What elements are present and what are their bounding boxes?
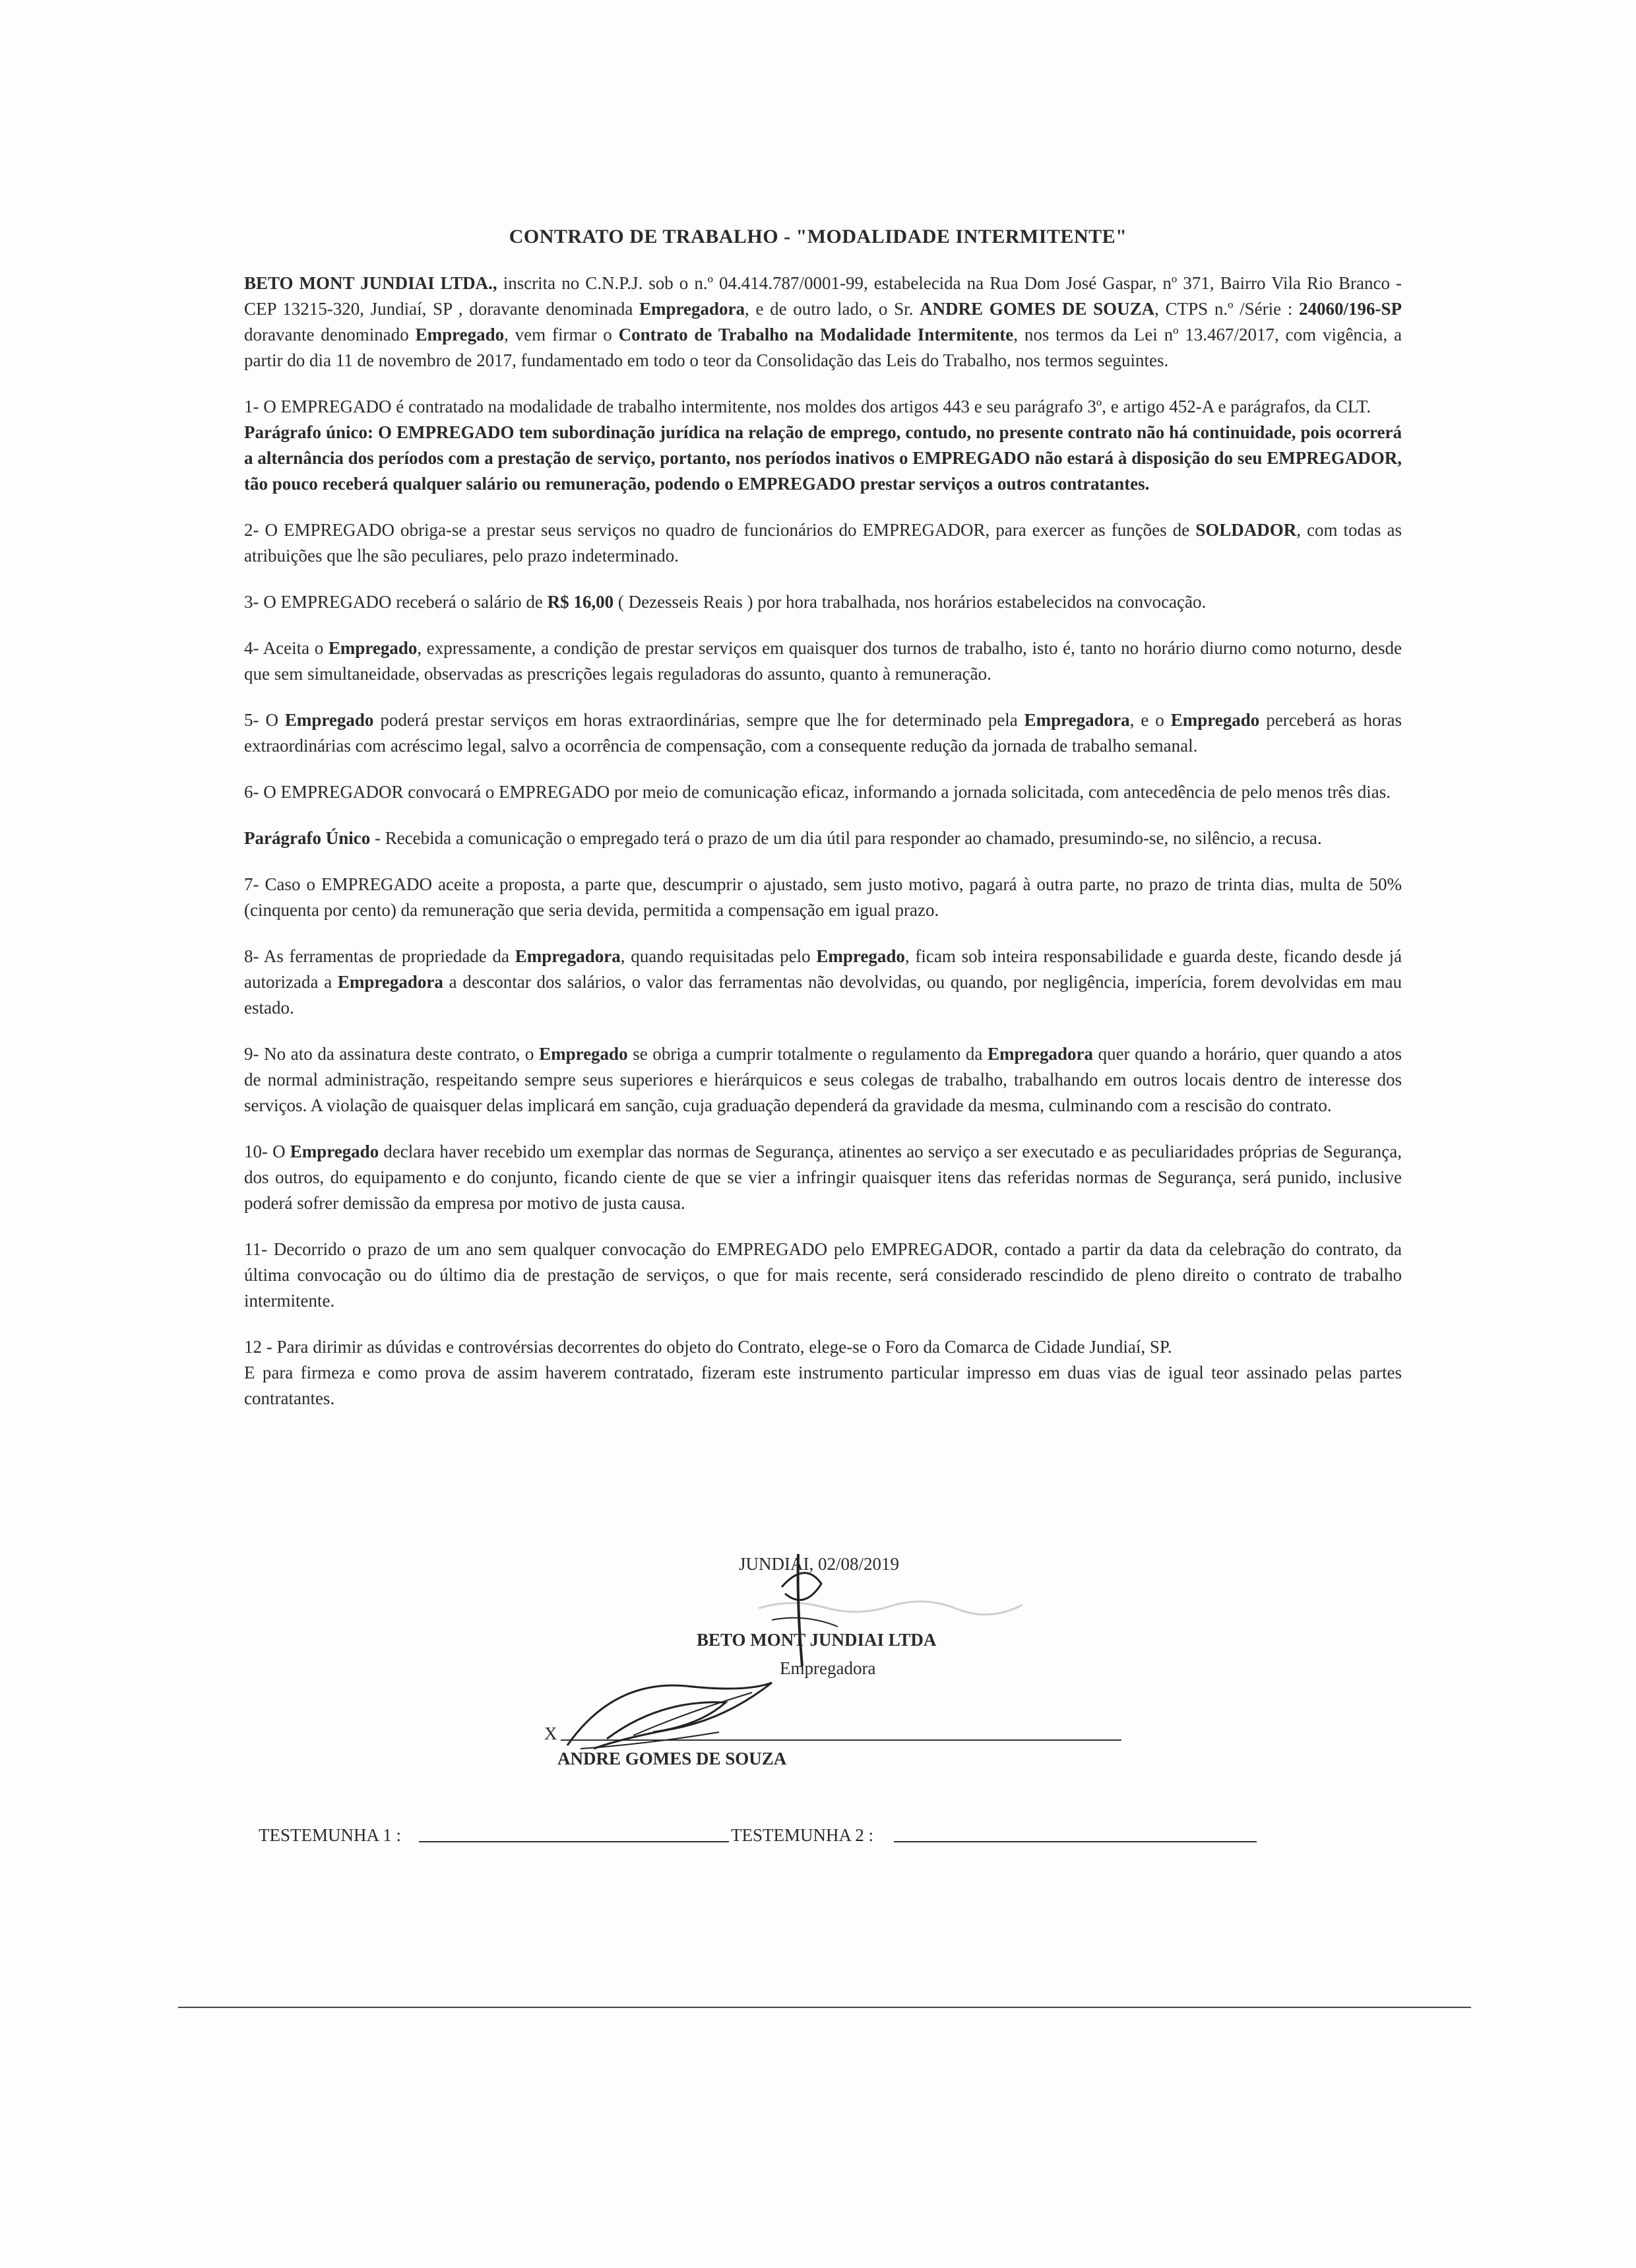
clause-8: 8- As ferramentas de propriedade da Empregadora, quando requisitadas pelo Empregado, ficam sob inteira responsabilidade e guarda deste, ficando desde já autorizada a Empregadora a descontar dos salários, o valor das ferramentas não devolvidas, ou quando, por negligência, imperícia, forem devolvidas em mau estado. — [244, 946, 1402, 1018]
employee-name: ANDRE GOMES DE SOUZA — [920, 299, 1155, 319]
place-date: JUNDIAI, 02/08/2019 — [739, 1554, 899, 1574]
clause-5: 5- O Empregado poderá prestar serviços em horas extraordinárias, sempre que lhe for determinado pela Empregadora, e o Empregado perceberá as horas extraordinárias com acréscimo legal, salvo a ocorrência de compensação, com a consequente redução da jornada de trabalho semanal. — [244, 710, 1402, 756]
witness-1-label: TESTEMUNHA 1 : — [259, 1825, 401, 1845]
document-title: CONTRATO DE TRABALHO - "MODALIDADE INTERMITENTE" — [509, 226, 1127, 247]
employer-signature-name: BETO MONT JUNDIAI LTDA — [697, 1630, 937, 1650]
witness-1-line — [419, 1841, 729, 1842]
employee-signature-name: ANDRE GOMES DE SOUZA — [557, 1749, 787, 1768]
clause-6-sole-paragraph: Parágrafo Único - Recebida a comunicação o empregado terá o prazo de um dia útil para responder ao chamado, presumindo-se, no silêncio, a recusa. — [244, 828, 1322, 848]
clause-2: 2- O EMPREGADO obriga-se a prestar seus serviços no quadro de funcionários do EMPREGADOR, para exercer as funções de SOLDADOR, com todas as atribuições que lhe são peculiares, pelo prazo indeterminado. — [244, 520, 1402, 566]
company-name: BETO MONT JUNDIAI LTDA., — [244, 273, 497, 293]
intro-paragraph: BETO MONT JUNDIAI LTDA., inscrita no C.N.P.J. sob o n.º 04.414.787/0001-99, estabelecida na Rua Dom José Gaspar, nº 371, Bairro Vila Rio Branco - CEP 13215-320, Jundiaí, SP , doravante denominada Empregadora, e de outro lado, o Sr. ANDRE GOMES DE SOUZA, CTPS n.º /Série : 24060/196-SP doravante denominado Empregado, vem firmar o Contrato de Trabalho na Modalidade Intermitente, nos termos da Lei nº 13.467/2017, com vigência, a partir do dia 11 de novembro de 2017, fundamentado em todo o teor da Consolidação das Leis do Trabalho, nos termos seguintes. — [244, 273, 1402, 370]
clause-11: 11- Decorrido o prazo de um ano sem qualquer convocação do EMPREGADO pelo EMPREGADOR, contado a partir da data da celebração do contrato, da última convocação ou do último dia de prestação de serviços, o que for mais recente, será considerado rescindido de pleno direito o contrato de trabalho intermitente. — [244, 1239, 1402, 1311]
clause-6: 6- O EMPREGADOR convocará o EMPREGADO por meio de comunicação eficaz, informando a jornada solicitada, com antecedência de pelo menos três dias. — [244, 782, 1391, 802]
job-role: SOLDADOR — [1195, 520, 1297, 540]
clause-10: 10- O Empregado declara haver recebido um exemplar das normas de Segurança, atinentes ao serviço a ser executado e as peculiaridades próprias de Segurança, dos outros, do equipamento e do conjunto, ficando ciente de que se vier a infringir quaisquer itens das referidas normas de Segurança, será punido, inclusive poderá sofrer demissão da empresa por motivo de justa causa. — [244, 1142, 1402, 1213]
employer-signature-icon — [759, 1547, 851, 1673]
clause-4: 4- Aceita o Empregado, expressamente, a condição de prestar serviços em quaisquer dos turnos de trabalho, isto é, tanto no horário diurno como noturno, desde que sem simultaneidade, observadas as prescrições legais reguladoras do assunto, quanto à remuneração. — [244, 638, 1402, 684]
employer-signature-role: Empregadora — [780, 1658, 876, 1678]
ctps-number: 24060/196-SP — [1298, 299, 1402, 319]
clause-1-sole-paragraph: Parágrafo único: O EMPREGADO tem subordinação jurídica na relação de emprego, contudo, no presente contrato não há continuidade, pois ocorrerá a alternância dos períodos com a prestação de serviço, portanto, nos períodos inativos o EMPREGADO não estará à disposição do seu EMPREGADOR, tão pouco receberá qualquer salário ou remuneração, podendo o EMPREGADO prestar serviços a outros contratantes. — [244, 422, 1402, 494]
employee-signature-icon — [554, 1666, 805, 1759]
clause-12: 12 - Para dirimir as dúvidas e controvérsias decorrentes do objeto do Contrato, elege-se o Foro da Comarca de Cidade Jundiaí, SP. — [244, 1337, 1172, 1357]
contract-body — [244, 271, 1402, 1411]
footer-rule — [178, 2007, 1471, 2008]
clause-1: 1- O EMPREGADO é contratado na modalidade de trabalho intermitente, nos moldes dos artigos 443 e seu parágrafo 3º, e artigo 452-A e parágrafos, da CLT. — [244, 397, 1371, 416]
hourly-wage: R$ 16,00 — [547, 592, 614, 612]
witness-2-label: TESTEMUNHA 2 : — [731, 1825, 873, 1845]
clause-9: 9- No ato da assinatura deste contrato, o Empregado se obriga a cumprir totalmente o regulamento da Empregadora quer quando a horário, quer quando a atos de normal administração, respeitando sempre seus superiores e hierárquicos e seus colegas de trabalho, trabalhando em outros locais dentro de interesse dos serviços. A violação de quaisquer delas implicará em sanção, cuja graduação dependerá da gravidade da mesma, culminando com a rescisão do contrato. — [244, 1044, 1402, 1115]
signature-mark: X — [544, 1724, 557, 1743]
clause-3: 3- O EMPREGADO receberá o salário de R$ 16,00 ( Dezesseis Reais ) por hora trabalhada, nos horários estabelecidos na convocação. — [244, 592, 1207, 612]
clause-7: 7- Caso o EMPREGADO aceite a proposta, a parte que, descumprir o ajustado, sem justo motivo, pagará à outra parte, no prazo de trinta dias, multa de 50% (cinquenta por cento) da remuneração que seria devida, permitida a compensação em igual prazo. — [244, 874, 1402, 920]
closing-statement: E para firmeza e como prova de assim haverem contratado, fizeram este instrumento particular impresso em duas vias de igual teor assinado pelas partes contratantes. — [244, 1363, 1402, 1408]
witness-2-line — [894, 1841, 1257, 1842]
